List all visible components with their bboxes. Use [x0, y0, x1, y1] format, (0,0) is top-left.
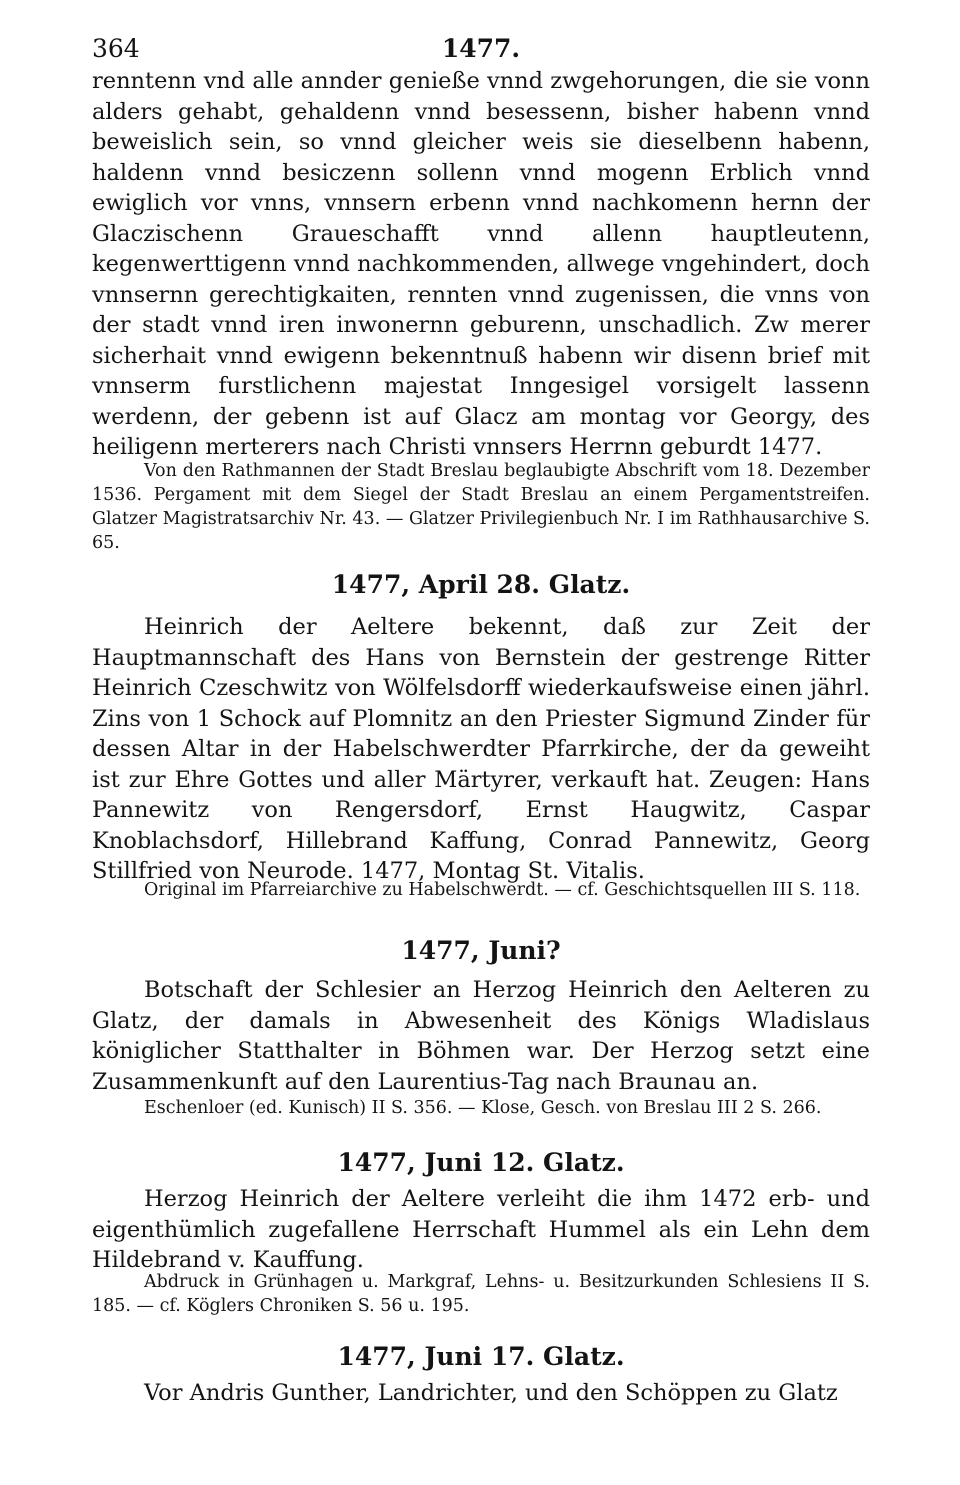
- source-note: Eschenloer (ed. Kunisch) II S. 356. — Klose, Gesch. von Breslau III 2 S. 266.: [144, 1098, 822, 1118]
- entry-heading: 1477, Juni 17. Glatz.: [337, 1342, 625, 1371]
- running-head: 1477.: [441, 34, 521, 63]
- entry-body: Botschaft der Schlesier an Herzog Heinrich den Aelteren zu Glatz, der damals in Abwesenheit des Königs Wladislaus königlicher Statthalter in Böhmen war. Der Herzog setzt eine Zusammenkunft auf den Laurentius-Tag nach Braunau an.: [92, 977, 870, 1095]
- continued-text: renntenn vnd alle annder genieße vnnd zwgehorungen, die sie vonn alders gehabt, gehaldenn vnnd besessenn, bisher habenn vnnd beweislich sein, so vnnd gleicher weis sie dieselbenn habenn, haldenn vnnd besiczenn sollenn vnnd mogenn Erblich vnnd ewiglich vor vnns, vnnsern erbenn vnnd nachkomenn hernn der Glaczischenn Graueschafft vnnd allenn hauptleutenn, kegenwerttigenn vnnd nachkommenden, allwege vngehindert, doch vnnsernn gerechtigkaiten, rennten vnnd zugenissen, die vnns von der stadt vnnd iren inwonernn geburenn, unschadlich. Zw merer sicherhait vnnd ewigenn bekenntnuß habenn wir disenn brief mit vnnserm furstlichenn majestat Inngesigel vorsigelt lassenn werdenn, der gebenn ist auf Glacz am montag vor Georgy, des heiligenn merterers nach Christi vnnsers Herrnn geburdt 1477.: [92, 68, 870, 460]
- entry-heading: 1477, Juni 12. Glatz.: [337, 1148, 625, 1177]
- page-number: 364: [92, 34, 140, 63]
- entry-body: Heinrich der Aeltere bekennt, daß zur Zeit der Hauptmannschaft des Hans von Bernstein der gestrenge Ritter Heinrich Czeschwitz von Wölfelsdorff wiederkaufsweise einen jährl. Zins von 1 Schock auf Plomnitz an den Priester Sigmund Zinder für dessen Altar in der Habelschwerdter Pfarrkirche, der da geweiht ist zur Ehre Gottes und aller Märtyrer, verkauft hat. Zeugen: Hans Pannewitz von Rengersdorf, Ernst Haugwitz, Caspar Knoblachsdorf, Hillebrand Kaffung, Conrad Pannewitz, Georg Stillfried von Neurode. 1477, Montag St. Vitalis.: [92, 614, 870, 884]
- entry-body: Vor Andris Gunther, Landrichter, und den Schöppen zu Glatz: [144, 1380, 838, 1406]
- source-note: Original im Pfarreiarchive zu Habelschwerdt. — cf. Geschichtsquellen III S. 118.: [144, 880, 861, 900]
- entry-body: Herzog Heinrich der Aeltere verleiht die ihm 1472 erb- und eigenthümlich zugefallene Herrschaft Hummel als ein Lehn dem Hildebrand v. Kauffung.: [92, 1186, 870, 1273]
- source-note: Von den Rathmannen der Stadt Breslau beglaubigte Abschrift vom 18. Dezember 1536. Pergament mit dem Siegel der Stadt Breslau an einem Pergamentstreifen. Glatzer Magistratsarchiv Nr. 43. — Glatzer Privilegienbuch Nr. I im Rathhausarchive S. 65.: [92, 461, 870, 553]
- entry-heading: 1477, Juni?: [401, 936, 561, 965]
- entry-heading: 1477, April 28. Glatz.: [331, 570, 631, 599]
- source-note: Abdruck in Grünhagen u. Markgraf, Lehns- u. Besitzurkunden Schlesiens II S. 185. — cf. Köglers Chroniken S. 56 u. 195.: [92, 1272, 870, 1316]
